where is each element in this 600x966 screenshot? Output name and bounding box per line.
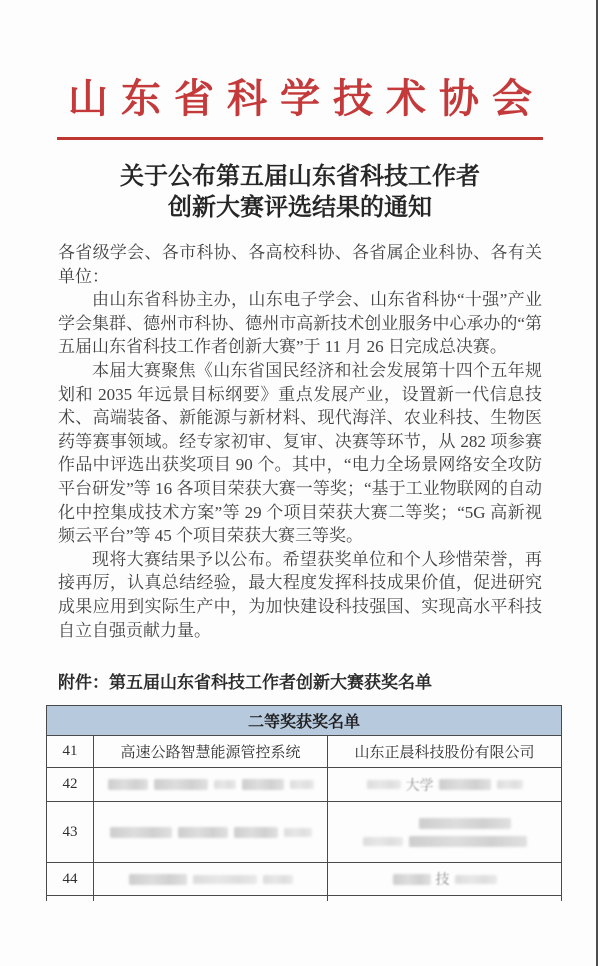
project-name-cell-redacted [93,863,327,895]
red-divider-rule [57,137,543,140]
project-name-cell-redacted [93,802,327,862]
company-name-cell-redacted [327,802,561,862]
scan-edge-line [596,0,598,966]
paragraph-3: 现将大赛结果予以公布。希望获奖单位和个人珍惜荣誉，再接再厉，认真总结经验，最大程度发挥科技成果价值，促进研究成果应用到实际生产中，为加快建设科技强国、实现高水平科技自立自强贡献力量。 [58,549,542,640]
redacted-text-blur [416,818,514,829]
paragraph-1: 由山东省科协主办，山东电子学会、山东省科协“十强”产业学会集群、德州市科协、德州市高新技术创业服务中心承办的“第五届山东省科技工作者创新大赛”于 11 月 26 日完成总决赛。 [58,290,542,357]
redacted-text-blur [105,779,317,790]
row-number-cell: 41 [62,743,78,760]
paragraph-2: 本届大赛聚焦《山东省国民经济和社会发展第十四个五年规划和 2035 年远景目标纲要》重点发展产业，设置新一代信息技术、高端装备、新能源与新材料、现代海洋、农业科技、生物医药等赛事领域。经专家初审、复审、决赛等环节，从 282 项参赛作品中评选出获奖项目 90 个。其中，“电力全场景网络安全攻防平台研发”等 16 各项目荣获大赛一等奖；“基于工业物联网的自动化中控集成技术方案”等 29 个项目荣获大赛二等奖；“5G 高新视频云平台”等 45 个项目荣获大赛三等奖。 [58,360,542,546]
row-number-cell: 42 [62,776,78,793]
document-title-line2: 创新大赛评选结果的通知 [168,195,432,221]
redacted-text-blur [107,827,315,838]
company-name-cell: 山东正晨科技股份有限公司 [327,736,561,767]
company-name-cell-redacted [327,863,561,895]
table-row-41 [47,735,561,767]
notice-body [58,241,542,642]
table-header-second-prize: 二等奖获奖名单 [47,706,561,735]
row-number-cell: 43 [62,823,78,840]
company-name-cell-redacted [327,768,561,801]
ghost-fragment: 大学 [405,778,434,794]
project-name-cell: 高速公路智慧能源管控系统 [93,736,327,767]
document-title-line1: 关于公布第五届山东省科技工作者 [120,164,480,190]
attachment-title: 附件：第五届山东省科技工作者创新大赛获奖名单 [58,673,432,693]
table-cutoff-row-stub [46,896,562,901]
ghost-fragment: 技 [435,873,450,889]
organization-title: 山东省科学技术协会 [68,76,545,121]
table-row-43 [47,801,561,862]
salutation: 各省级学会、各市科协、各高校科协、各省属企业科协、各有关单位： [58,243,542,286]
document-title [0,162,600,224]
redacted-text-blur [364,775,526,795]
redacted-text-blur [126,874,296,885]
awards-table [46,705,562,896]
table-row-42 [47,767,561,801]
redacted-text-blur [390,869,500,889]
project-name-cell-redacted [93,768,327,801]
redacted-text-blur [360,836,530,847]
row-number-cell: 44 [62,870,78,887]
table-row-44 [47,862,561,896]
